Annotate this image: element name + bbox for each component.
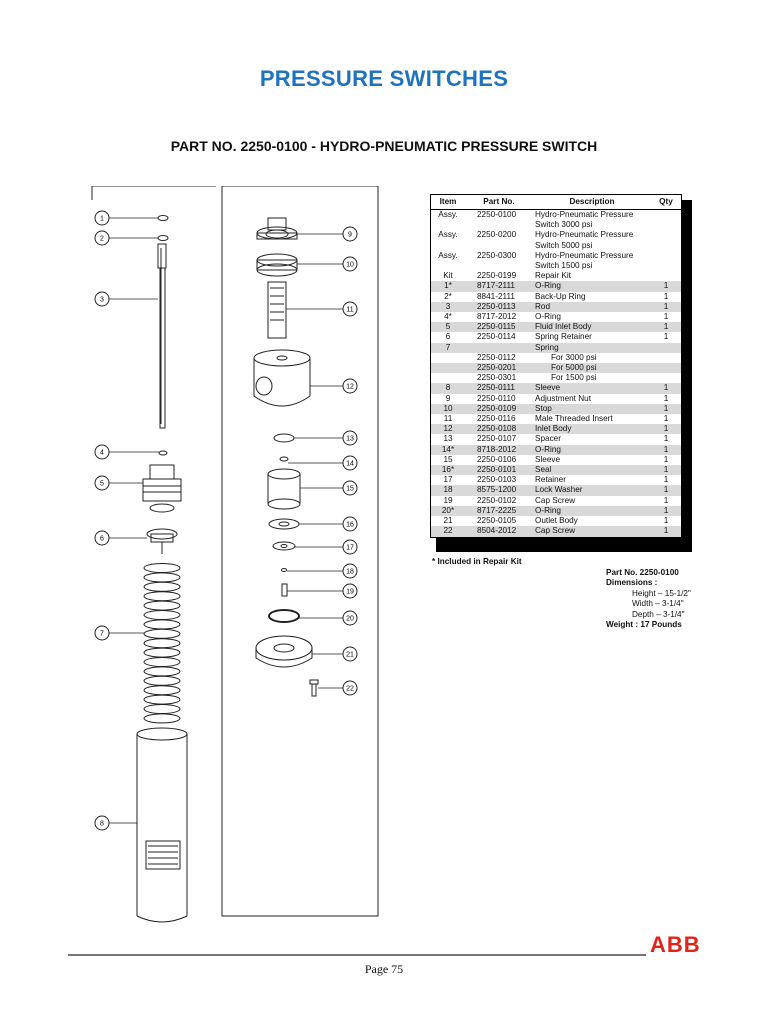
table-row [431,241,682,251]
cell-description: Hydro-Pneumatic Pressure [535,250,634,260]
part-o-ring-14 [280,457,288,461]
part-inlet-body-12 [254,350,310,406]
header-qty: Qty [651,195,682,210]
cell-qty [651,220,682,230]
cell-item: 18 [431,485,466,495]
callout-label: 13 [346,435,354,443]
cell-qty: 1 [651,383,682,393]
cell-description: For 1500 psi [551,373,597,383]
cell-description: Sleeve [535,454,561,464]
cell-description: O-Ring [535,312,561,322]
part-seal-16 [269,519,299,529]
callout-label: 14 [346,460,354,468]
cell-qty [651,230,682,240]
table-row [431,322,682,332]
cell-qty: 1 [663,434,669,444]
callout-16 [299,517,357,531]
table-row [431,302,682,312]
cell-qty: 1 [663,291,669,301]
cell-item: 19 [443,495,453,505]
cell-qty [651,271,682,281]
cell-part-no: 2250-0110 [477,393,516,403]
cell-description: Switch 3000 psi [535,220,593,230]
cell-item: 11 [443,414,453,424]
part-cap-screw-22 [310,680,318,696]
callout-14 [288,456,357,470]
cell-description: Spring Retainer [535,332,592,342]
cell-item [431,241,466,251]
table-row [431,363,682,373]
table-row [431,455,682,465]
cell-qty: 1 [663,475,669,485]
cell-qty [651,353,682,363]
cell-part-no: 2250-0108 [465,424,533,434]
part-o-ring-4 [159,451,167,455]
cell-qty: 1 [663,454,669,464]
table-row [431,475,682,485]
cell-part-no: 2250-0301 [477,373,517,383]
callout-2 [95,231,158,245]
callout-label: 1 [100,215,104,223]
cell-item: 2* [444,291,452,301]
callout-label: 2 [100,235,104,243]
cell-part-no: 8504-2012 [465,526,533,537]
cell-item: 7 [431,343,466,353]
spring-coil [144,573,180,582]
cell-item [431,363,466,373]
spring-coil [144,582,180,591]
cell-item: 8 [431,383,466,393]
table-row [431,292,682,302]
spring-coil [144,648,180,657]
cell-part-no: 2250-0100 [477,210,517,219]
page-number: Page 75 [364,962,404,976]
spring-coil [144,601,180,610]
part-o-ring-1 [158,216,168,221]
cell-item: Assy. [438,230,458,240]
section-subtitle: PART NO. 2250-0100 - HYDRO-PNEUMATIC PRESSURE SWITCH [170,138,598,154]
table-row [431,353,682,363]
callout-label: 3 [100,296,104,304]
callout-11 [286,302,357,316]
footer-divider [68,954,646,956]
spec-width: Width – 3-1/4" [632,599,684,609]
cell-part-no: 8718-2012 [465,445,533,455]
callout-9 [297,227,357,241]
part-stop-10 [257,254,297,276]
part-outlet-body-21 [256,636,312,667]
spring-coil [144,639,180,648]
callout-8 [95,816,137,830]
callout-6 [95,531,147,545]
cell-qty [651,210,682,221]
callout-label: 4 [100,449,104,457]
cell-description: Back-Up Ring [535,291,586,301]
cell-item: 14* [431,445,466,455]
cell-description: O-Ring [533,281,651,291]
cell-part-no: 2250-0112 [477,352,516,362]
spring-coil [144,695,180,704]
cell-qty: 1 [651,302,682,312]
table-row [431,394,682,404]
cell-item: 9 [445,393,451,403]
callout-3 [95,292,158,306]
cell-item: Assy. [438,210,458,219]
part-retainer-17 [273,542,295,550]
callout-label: 6 [100,535,104,543]
callout-12 [310,379,357,393]
header-part-no: Part No. [465,195,533,210]
cell-part-no: 2250-0114 [477,332,516,342]
cell-part-no: 8717-2012 [477,312,517,322]
cell-description: Hydro-Pneumatic Pressure [535,210,634,219]
parts-table [430,194,682,538]
spring-coil [144,676,180,685]
cell-description: Switch 5000 psi [535,240,593,250]
table-row [431,516,682,526]
part-backup-ring-2 [158,236,168,241]
cell-part-no: 2250-0109 [465,404,533,414]
table-row [431,506,682,516]
cell-item: 3 [431,302,466,312]
cell-qty: 1 [651,526,682,537]
cell-item [431,220,466,230]
cell-description: Hydro-Pneumatic Pressure [535,230,634,240]
table-row [431,434,682,444]
bracket-left [92,186,216,200]
abb-logo: ABB [650,932,701,957]
cell-qty [651,241,682,251]
cell-description: Adjustment Nut [535,393,591,403]
cell-item: 4* [444,312,452,322]
cell-description: Cap Screw [533,526,651,537]
cell-description: Switch 1500 psi [535,261,593,271]
cell-part-no: 8717-2111 [465,281,533,291]
table-row [431,332,682,342]
callout-layer [95,211,357,830]
cell-part-no: 2250-0107 [477,434,517,444]
callout-18 [287,564,357,578]
spring-coil [144,620,180,629]
cell-qty: 1 [663,332,669,342]
spring-coil [144,667,180,676]
part-sleeve-8 [137,728,187,922]
cell-part-no: 2250-0115 [465,322,533,332]
callout-label: 20 [346,615,354,623]
page-title: PRESSURE SWITCHES [259,66,509,91]
cell-qty [651,261,682,271]
part-spring-retainer-6 [147,529,177,554]
table-row [431,414,682,424]
cell-qty: 1 [651,485,682,495]
cell-item: 20* [431,506,466,516]
table-row [431,526,682,537]
cell-item: 5 [431,322,466,332]
table-row [431,230,682,240]
part-spring-7 [144,564,180,723]
spring-coil [144,686,180,695]
cell-description: Repair Kit [535,271,571,281]
spec-height: Height – 15-1/2" [632,588,691,598]
header-description: Description [533,195,651,210]
table-row [431,445,682,455]
callout-label: 5 [100,480,104,488]
cell-part-no: 2250-0116 [477,414,516,424]
callout-label: 11 [346,306,354,314]
cell-qty [651,251,682,261]
cell-item: Kit [443,271,453,281]
callout-label: 8 [100,820,104,828]
cell-qty: 1 [651,404,682,414]
cell-description: Outlet Body [535,516,578,526]
cell-qty: 1 [663,312,669,322]
spring-coil [144,714,180,723]
cell-part-no: 2250-0106 [477,454,517,464]
callout-label: 19 [346,588,354,596]
table-row [431,496,682,506]
repair-kit-note: * Included in Repair Kit [432,557,522,566]
table-row [431,261,682,271]
cell-part-no: 2250-0102 [477,495,517,505]
cell-description: For 3000 psi [551,352,597,362]
table-row [431,373,682,383]
cell-description: Lock Washer [533,485,651,495]
table-row [431,404,682,414]
cell-qty: 1 [651,506,682,516]
callout-13 [294,431,357,445]
callout-label: 12 [346,383,354,391]
cell-part-no: 2250-0199 [477,271,517,281]
cell-description: Retainer [535,475,566,485]
table-row [431,424,682,434]
callout-21 [312,647,357,661]
table-row [431,271,682,281]
cell-description: O-Ring [533,445,651,455]
cell-description: For 5000 psi [533,363,651,373]
callout-label: 17 [346,544,354,552]
cell-description: Rod [533,302,651,312]
part-spacer-13 [274,434,294,442]
cell-part-no [465,343,533,353]
spec-weight: Weight : 17 Pounds [606,620,682,630]
spring-coil [144,705,180,714]
cell-description: Spring [533,343,651,353]
cell-item: 1* [431,281,466,291]
cell-qty [651,363,682,373]
cell-part-no: 2250-0201 [465,363,533,373]
exploded-diagram [88,186,382,940]
cell-item: 12 [431,424,466,434]
cell-description: O-Ring [533,506,651,516]
part-lock-washer-18 [282,569,287,572]
table-row [431,251,682,261]
cell-item: 17 [443,475,453,485]
cell-item: 16* [431,465,466,475]
callout-label: 7 [100,630,104,638]
cell-description: Sleeve [533,383,651,393]
table-row [431,383,682,393]
cell-qty: 1 [651,281,682,291]
cell-item: 6 [445,332,451,342]
cell-part-no: 8841-2111 [477,291,515,301]
cell-part-no: 2250-0300 [477,250,517,260]
callout-label: 21 [346,651,354,659]
cell-qty: 1 [651,322,682,332]
part-adjustment-nut-9 [257,218,297,239]
cell-item [431,353,466,363]
spring-coil [144,564,180,573]
cell-description: Cap Screw [535,495,576,505]
cell-item: 21 [443,516,453,526]
cell-part-no: 2250-0101 [465,465,533,475]
part-fluid-inlet-body-5 [143,465,181,512]
callout-label: 9 [348,231,352,239]
table-row [431,312,682,322]
cell-item [431,261,466,271]
table-row [431,210,682,221]
cell-qty: 1 [651,445,682,455]
cell-item: 10 [431,404,466,414]
callout-15 [300,481,357,495]
part-sleeve-15 [268,469,300,509]
parts-table-header [431,195,682,210]
cell-part-no: 2250-0111 [465,383,533,393]
callout-label: 18 [346,568,354,576]
part-o-ring-20 [269,610,299,622]
cell-part-no: 2250-0113 [465,302,533,312]
spring-coil [144,611,180,620]
cell-qty: 1 [663,495,669,505]
spec-dimensions-label: Dimensions : [606,578,658,588]
spec-depth: Depth – 3-1/4" [632,609,685,619]
parts-table-body [431,210,682,538]
cell-qty [651,373,682,383]
cell-part-no: 2250-0200 [477,230,517,240]
part-cap-screw-19 [282,584,287,596]
callout-22 [318,681,357,695]
cell-description: Fluid Inlet Body [533,322,651,332]
cell-qty: 1 [663,393,669,403]
callout-label: 10 [346,261,354,269]
cell-description: Seal [533,465,651,475]
spring-coil [144,629,180,638]
cell-part-no [465,261,533,271]
cell-qty [651,343,682,353]
callout-label: 16 [346,521,354,529]
table-row [431,281,682,291]
table-row [431,485,682,495]
table-row [431,465,682,475]
part-male-threaded-insert-11 [268,282,286,338]
cell-part-no: 8575-1200 [465,485,533,495]
callout-20 [299,611,357,625]
cell-item: Assy. [438,250,458,260]
cell-part-no: 2250-0105 [477,516,517,526]
callout-10 [297,257,357,271]
specifications [606,568,691,630]
table-row [431,343,682,353]
callout-4 [95,445,159,459]
spec-part-no: Part No. 2250-0100 [606,568,679,577]
cell-description: Male Threaded Insert [535,414,613,424]
cell-description: Stop [533,404,651,414]
cell-item: 22 [431,526,466,537]
cell-part-no [465,220,533,230]
cell-qty: 1 [663,516,669,526]
header-item: Item [431,195,466,210]
cell-qty: 1 [663,414,669,424]
callout-label: 22 [346,685,354,693]
part-rod-3 [158,244,166,428]
cell-part-no: 2250-0103 [477,475,517,485]
cell-qty: 1 [651,465,682,475]
callout-17 [295,540,357,554]
callout-label: 15 [346,485,354,493]
cell-item [431,373,466,383]
spring-coil [144,592,180,601]
cell-part-no [465,241,533,251]
callout-5 [95,476,143,490]
table-row [431,220,682,230]
callout-19 [287,584,357,598]
cell-description: Inlet Body [533,424,651,434]
callout-1 [95,211,158,225]
spring-coil [144,658,180,667]
cell-description: Spacer [535,434,561,444]
cell-qty: 1 [651,424,682,434]
cell-part-no: 8717-2225 [465,506,533,516]
callout-7 [95,626,144,640]
cell-item: 13 [443,434,453,444]
cell-item: 15 [443,454,453,464]
